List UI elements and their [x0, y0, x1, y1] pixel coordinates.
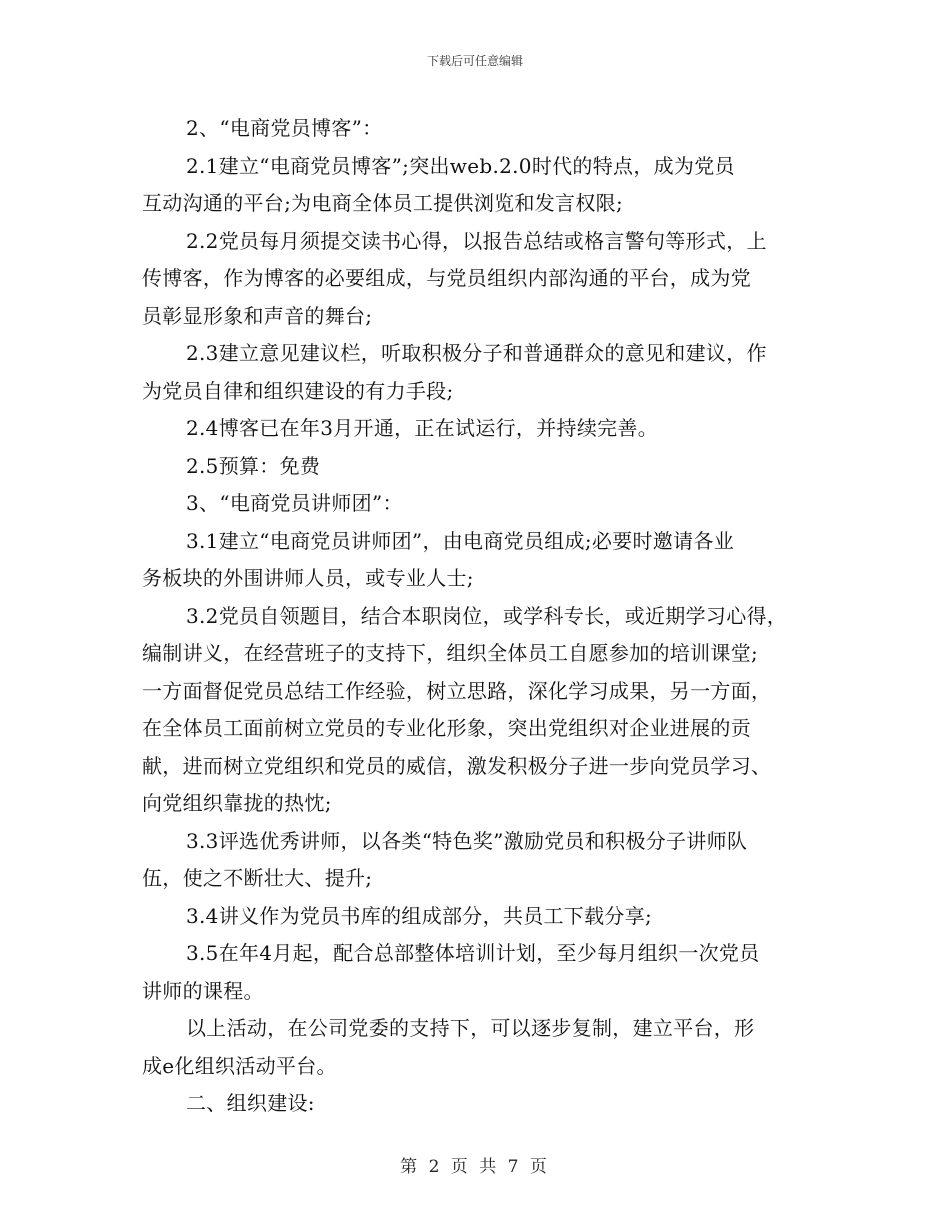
text-line: 2.3建立意见建议栏，听取积极分子和普通群众的意见和建议，作	[186, 341, 767, 365]
text-line: 2.5预算：免费	[186, 453, 321, 478]
text-line: 2.1建立“电商党员博客”;突出web.2.0时代的特点，成为党员	[186, 153, 735, 178]
text-line: 务板块的外围讲师人员，或专业人士;	[142, 566, 474, 590]
text-line: 3.4讲义作为党员书库的组成部分，共员工下载分享;	[186, 903, 653, 928]
text-line: 2.4博客已在年3月开通，正在试运行，并持续完善。	[186, 416, 659, 440]
text-line: 伍，使之不断壮大、提升;	[142, 866, 373, 890]
text-line: 在全体员工面前树立党员的专业化形象，突出党组织对企业进展的贡	[142, 716, 751, 740]
document-body	[142, 110, 822, 1123]
text-line: 向党组织靠拢的热忱;	[142, 791, 332, 815]
text-line: 员彰显形象和声音的舞台;	[142, 303, 373, 328]
text-line: 3.5在年4月起，配合总部整体培训计划，至少每月组织一次党员	[186, 941, 760, 965]
page-header: 下载后可任意编辑	[426, 54, 523, 68]
text-line: 成e化组织活动平台。	[142, 1053, 337, 1078]
text-line: 献，进而树立党组织和党员的威信，激发积极分子进一步向党员学习、	[142, 753, 772, 778]
text-line: 传博客，作为博客的必要组成，与党员组织内部沟通的平台，成为党	[142, 266, 751, 290]
text-line: 讲师的课程。	[142, 978, 264, 1003]
text-line: 编制讲义，在经营班子的支持下，组织全体员工自愿参加的培训课堂;	[142, 641, 759, 665]
text-line: 3.1建立“电商党员讲师团”，由电商党员组成;必要时邀请各业	[186, 528, 734, 553]
text-line: 一方面督促党员总结工作经验，树立思路，深化学习成果，另一方面，	[142, 678, 772, 703]
text-line: 为党员自律和组织建设的有力手段;	[142, 378, 454, 403]
text-line: 3.2党员自领题目，结合本职岗位，或学科专长，或近期学习心得，	[186, 603, 788, 628]
text-line: 3、“电商党员讲师团”：	[186, 491, 403, 515]
text-line: 二、组织建设:	[186, 1091, 315, 1115]
text-line: 2.2党员每月须提交读书心得，以报告总结或格言警句等形式，上	[186, 228, 767, 253]
text-line: 互动沟通的平台;为电商全体员工提供浏览和发言权限;	[142, 191, 623, 215]
page-number-footer: 第 2 页 共 7 页	[400, 1157, 550, 1177]
text-line: 以上活动，在公司党委的支持下，可以逐步复制，建立平台，形	[186, 1016, 755, 1040]
text-line: 2、“电商党员博客”：	[186, 116, 383, 140]
text-line: 3.3评选优秀讲师，以各类“特色奖”激励党员和积极分子讲师队	[186, 828, 748, 853]
